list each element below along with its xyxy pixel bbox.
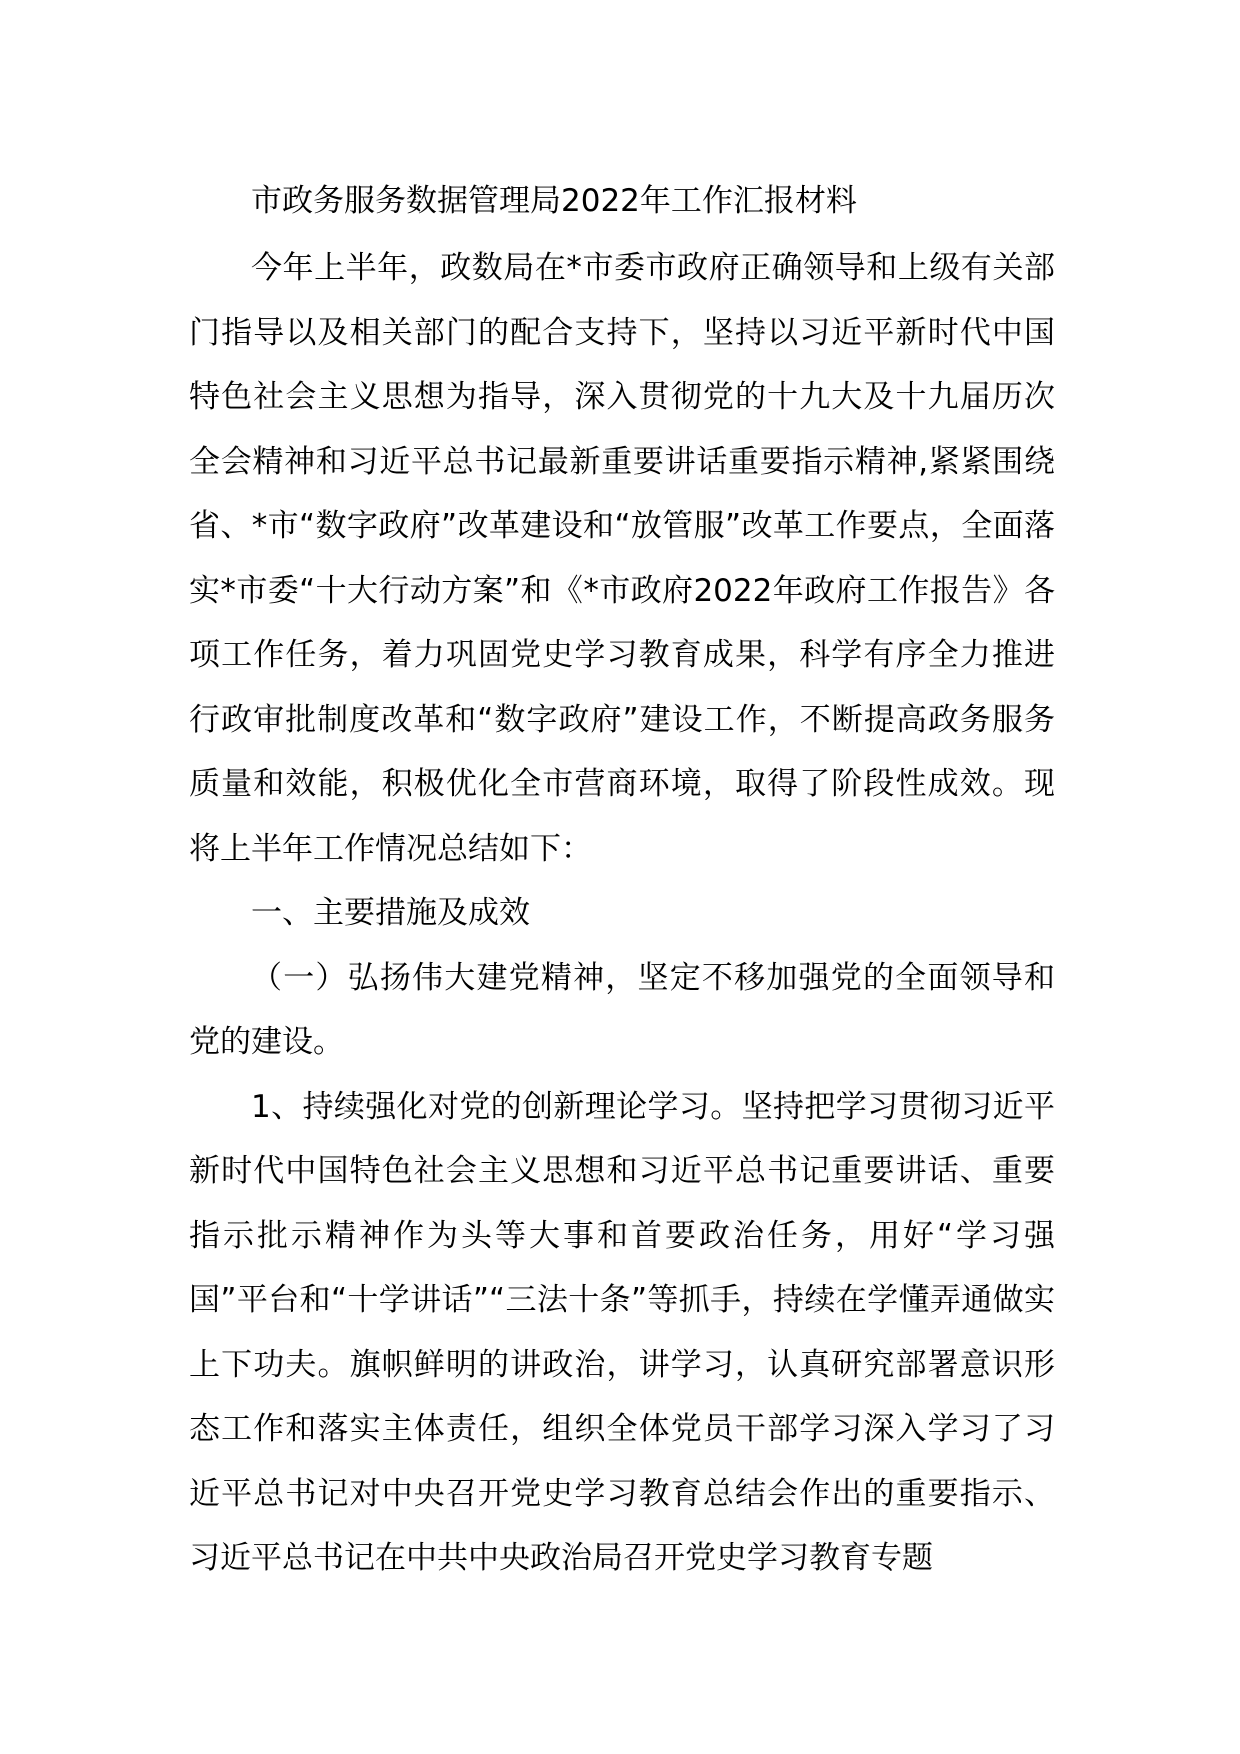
subsection-heading: （一）弘扬伟大建党精神，坚定不移加强党的全面领导和党的建设。 bbox=[189, 959, 1055, 1060]
document-body bbox=[189, 172, 1055, 1591]
body-paragraph: 1、持续强化对党的创新理论学习。坚持把学习贯彻习近平新时代中国特色社会主义思想和习近平总书记重要讲话、重要指示批示精神作为头等大事和首要政治任务，用好“学习强国”平台和“十学讲话”“三法十条”等抓手，持续在学懂弄通做实上下功夫。旗帜鲜明的讲政治，讲学习，认真研究部署意识形态工作和落实主体责任，组织全体党员干部学习深入学习了习近平总书记对中央召开党史学习教育总结会作出的重要指示、习近平总书记在中共中央政治局召开党史学习教育专题 bbox=[189, 1088, 1055, 1576]
document-title: 市政务服务数据管理局2022年工作汇报材料 bbox=[251, 183, 857, 219]
intro-paragraph: 今年上半年，政数局在*市委市政府正确领导和上级有关部门指导以及相关部门的配合支持下，坚持以习近平新时代中国特色社会主义思想为指导，深入贯彻党的十九大及十九届历次全会精神和习近平总书记最新重要讲话重要指示精神,紧紧围绕省、*市“数字政府”改革建设和“放管服”改革工作要点，全面落实*市委“十大行动方案”和《*市政府2022年政府工作报告》各项工作任务，着力巩固党史学习教育成果，科学有序全力推进行政审批制度改革和“数字政府”建设工作，不断提高政务服务质量和效能，积极优化全市营商环境，取得了阶段性成效。现将上半年工作情况总结如下： bbox=[189, 250, 1055, 867]
section-heading: 一、主要措施及成效 bbox=[251, 895, 530, 931]
